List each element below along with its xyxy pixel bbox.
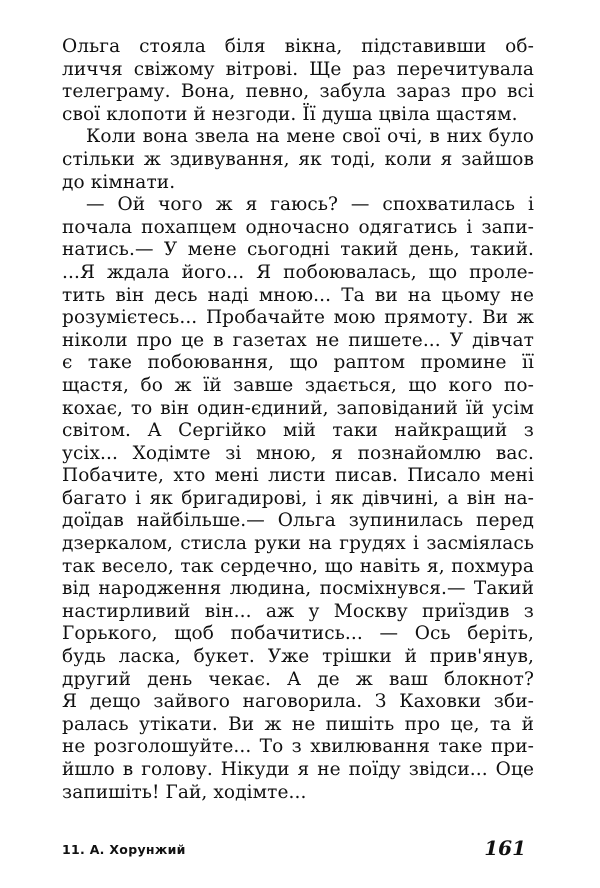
text-line: є таке побоювання, що раптом промине її (62, 352, 534, 374)
body-text (62, 36, 534, 804)
text-line: Ольга стояла біля вікна, підставивши об- (62, 36, 534, 57)
text-line: настирливий він... аж у Москву приїздив з (62, 600, 534, 622)
text-line: доїдав найбільше.— Ольга зупинилась перед (62, 510, 534, 532)
text-line: багато і як бригадирові, і як дівчині, а він на- (62, 487, 534, 509)
text-line: ніколи про це в газетах не пишете... У дівчат (62, 329, 534, 351)
text-line: ралась утікати. Ви ж не пишіть про це, та й (62, 713, 534, 735)
text-line: стільки ж здивування, як тоді, коли я зайшов (62, 148, 534, 170)
text-line: від народження людина, посміхнувся.— Такий (62, 578, 534, 600)
text-line: дзеркалом, стисла руки на грудях і засміялась (62, 533, 534, 555)
text-line: до кімнати. (62, 171, 176, 193)
text-line: почала похапцем одночасно одягатись і запи- (62, 216, 534, 238)
text-line: Горького, щоб побачитись... — Ось беріть, (62, 623, 534, 645)
text-line: будь ласка, букет. Уже трішки й прив'янув, (62, 646, 534, 668)
signature-mark: 11. А. Хорунжий (62, 842, 186, 857)
page-number: 161 (484, 836, 526, 860)
text-line: світом. А Сергійко мій таки найкращий з (62, 420, 534, 442)
text-line: щастя, бо ж їй завше здається, що кого по- (62, 374, 534, 396)
text-line: запишіть! Гай, ходімте... (62, 781, 307, 803)
text-line: розумієтесь... Пробачайте мою прямоту. Ви ж (62, 307, 534, 329)
text-line: Побачите, хто мені листи писав. Писало мені (62, 465, 534, 487)
text-line: так весело, так сердечно, що навіть я, похмура (62, 555, 534, 577)
text-line: личчя свіжому вітрові. Ще раз перечитувала (62, 58, 534, 80)
text-line: свої клопоти й незгоди. Її душа цвіла щастям. (62, 103, 518, 125)
text-line: ...Я ждала його... Я побоювалась, що проле- (62, 261, 534, 283)
text-line: другий день чекає. А де ж ваш блокнот? (62, 668, 534, 690)
text-line: натись.— У мене сьогодні такий день, такий. (62, 239, 534, 261)
text-line: усіх... Ходімте зі мною, я познайомлю вас. (62, 442, 534, 464)
text-line: телеграму. Вона, певно, забула зараз про всі (62, 81, 534, 103)
text-line: Коли вона звела на мене свої очі, в них було (86, 126, 534, 148)
text-line: тить він десь наді мною... Та ви на цьому не (62, 284, 534, 306)
page-footer (62, 836, 534, 862)
text-line: кохає, то він один-єдиний, заповіданий їй усім (62, 397, 534, 419)
text-line: йшло в голову. Нікуди я не поїду звідси... Оце (62, 759, 534, 780)
text-line: не розголошуйте... То з хвилювання таке при- (62, 736, 534, 758)
text-line: — Ой чого ж я гаюсь? — спохватилась і (86, 194, 534, 216)
text-line: Я дещо зайвого наговорила. З Каховки зби- (62, 691, 534, 713)
